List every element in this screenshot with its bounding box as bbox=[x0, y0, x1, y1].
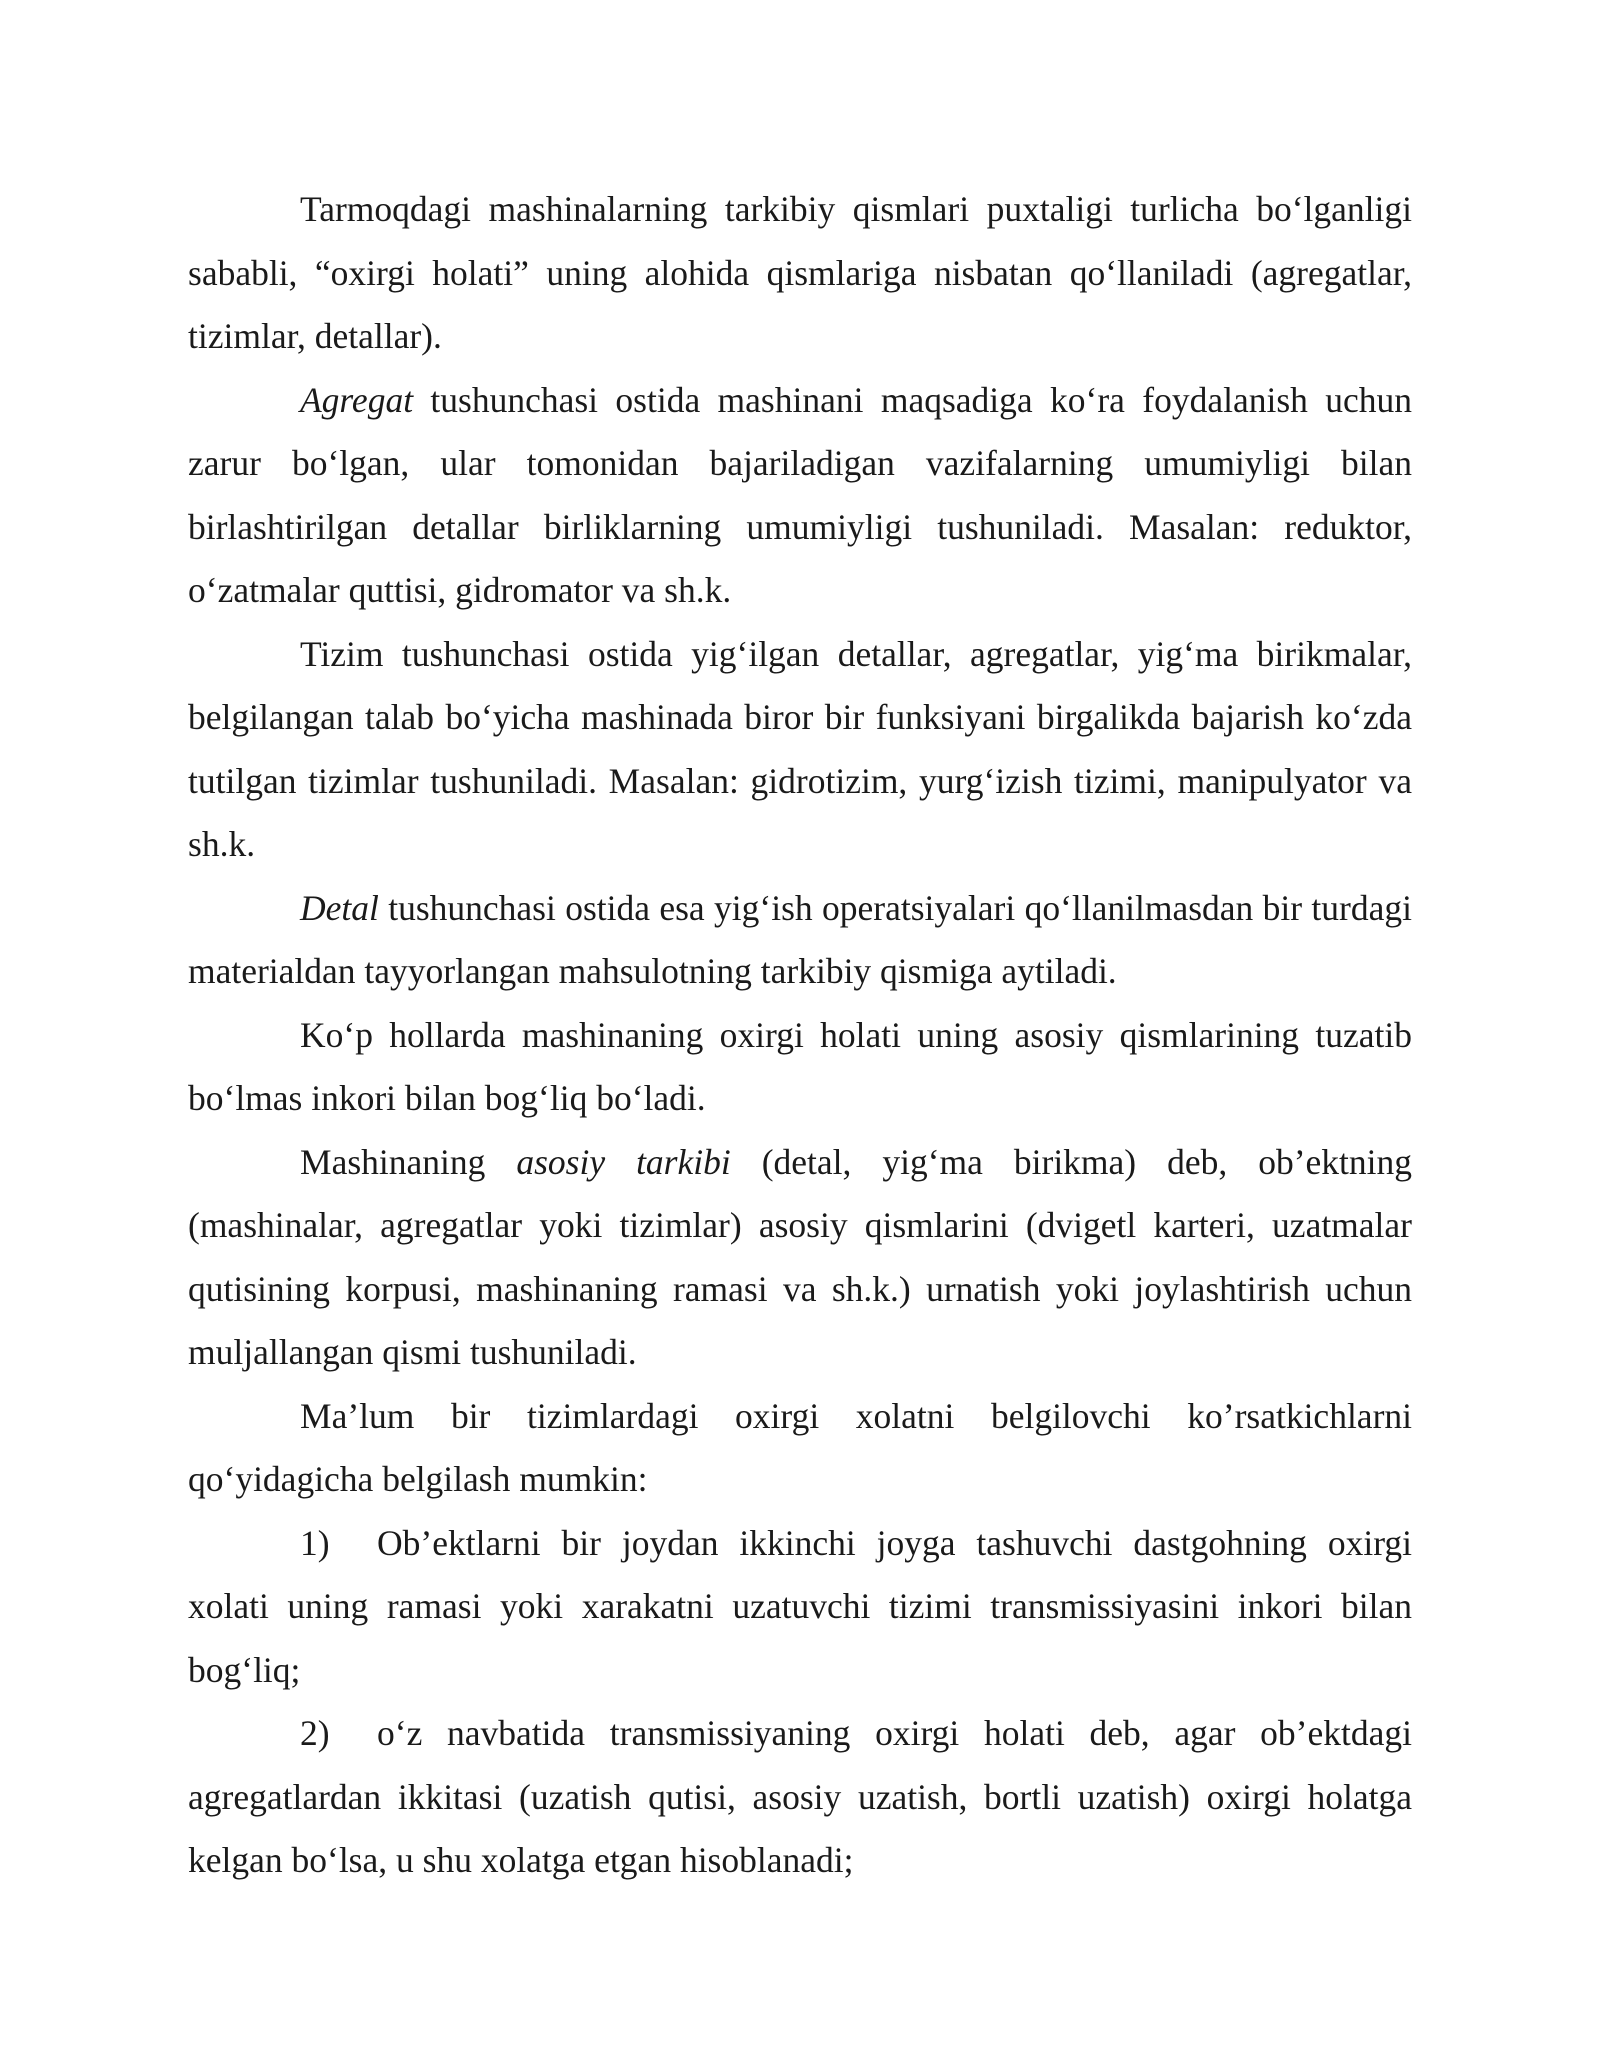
paragraph-text-before: Mashinaning bbox=[300, 1141, 517, 1182]
paragraph-asosiy-qismlar bbox=[188, 1004, 1412, 1131]
term-agregat: Agregat bbox=[300, 379, 414, 420]
paragraph-asosiy-tarkibi bbox=[188, 1131, 1412, 1385]
paragraph-text: (detal, yig‘ma birikma) deb, ob’ektning (mashinalar, agregatlar yoki tizimlar) asosiy qismlarini (dvigetl karteri, uzatmalar qutisining korpusi, mashinaning ramasi va sh.k.) urnatish yoki joylashtirish uchun muljallangan qismi tushuniladi. bbox=[188, 1141, 1412, 1372]
paragraph-agregat bbox=[188, 369, 1412, 623]
paragraph-oxirgi-holati bbox=[188, 178, 1412, 369]
list-item bbox=[188, 1702, 1412, 1893]
list-number: 2) bbox=[300, 1713, 330, 1753]
term-asosiy-tarkibi: asosiy tarkibi bbox=[516, 1141, 731, 1182]
list-item bbox=[188, 1512, 1412, 1703]
paragraph-detal bbox=[188, 877, 1412, 1004]
document-page bbox=[188, 178, 1412, 1893]
list-number: 1) bbox=[300, 1522, 330, 1563]
paragraph-text: tushunchasi ostida esa yig‘ish operatsiyalari qo‘llanilmasdan bir turdagi materialdan tayyorlangan mahsulotning tarkibiy qismiga aytiladi. bbox=[188, 887, 1412, 991]
paragraph-text: tushunchasi ostida mashinani maqsadiga ko‘ra foydalanish uchun zarur bo‘lgan, ular tomonidan bajariladigan vazifalarning umumiyligi bilan birlashtirilgan detallar birliklarning umumiyligi tushuniladi. Masalan: reduktor, o‘zatmalar quttisi, gidromator va sh.k. bbox=[188, 379, 1412, 610]
paragraph-text: Tarmoqdagi mashinalarning tarkibiy qismlari puxtaligi turlicha bo‘lganligi sababli, “oxirgi holati” uning alohida qismlariga nisbatan qo‘llaniladi (agregatlar, tizimlar, detallar). bbox=[188, 189, 1412, 356]
paragraph-text: Ma’lum bir tizimlardagi oxirgi xolatni belgilovchi ko’rsatkichlarni qo‘yidagicha belgilash mumkin: bbox=[188, 1395, 1412, 1499]
term-detal: Detal bbox=[300, 887, 379, 928]
list-item-text: Ob’ektlarni bir joydan ikkinchi joyga tashuvchi dastgohning oxirgi xolati uning ramasi yoki xarakatni uzatuvchi tizimi transmissiyasini inkori bilan bog‘liq; bbox=[188, 1522, 1412, 1690]
paragraph-tizim bbox=[188, 623, 1412, 877]
paragraph-text: Ko‘p hollarda mashinaning oxirgi holati uning asosiy qismlarining tuzatib bo‘lmas inkori bilan bog‘liq bo‘ladi. bbox=[188, 1014, 1412, 1118]
paragraph-text: Tizim tushunchasi ostida yig‘ilgan detallar, agregatlar, yig‘ma birikmalar, belgilangan talab bo‘yicha mashinada biror bir funksiyani birgalikda bajarish ko‘zda tutilgan tizimlar tushuniladi. Masalan: gidrotizim, yurg‘izish tizimi, manipulyator va sh.k. bbox=[188, 633, 1412, 864]
list-item-text: o‘z navbatida transmissiyaning oxirgi holati deb, agar ob’ektdagi agregatlardan ikkitasi (uzatish qutisi, asosiy uzatish, bortli uzatish) oxirgi holatga kelgan bo‘lsa, u shu xolatga etgan hisoblanadi; bbox=[188, 1713, 1412, 1880]
paragraph-korsatkichlar bbox=[188, 1385, 1412, 1512]
